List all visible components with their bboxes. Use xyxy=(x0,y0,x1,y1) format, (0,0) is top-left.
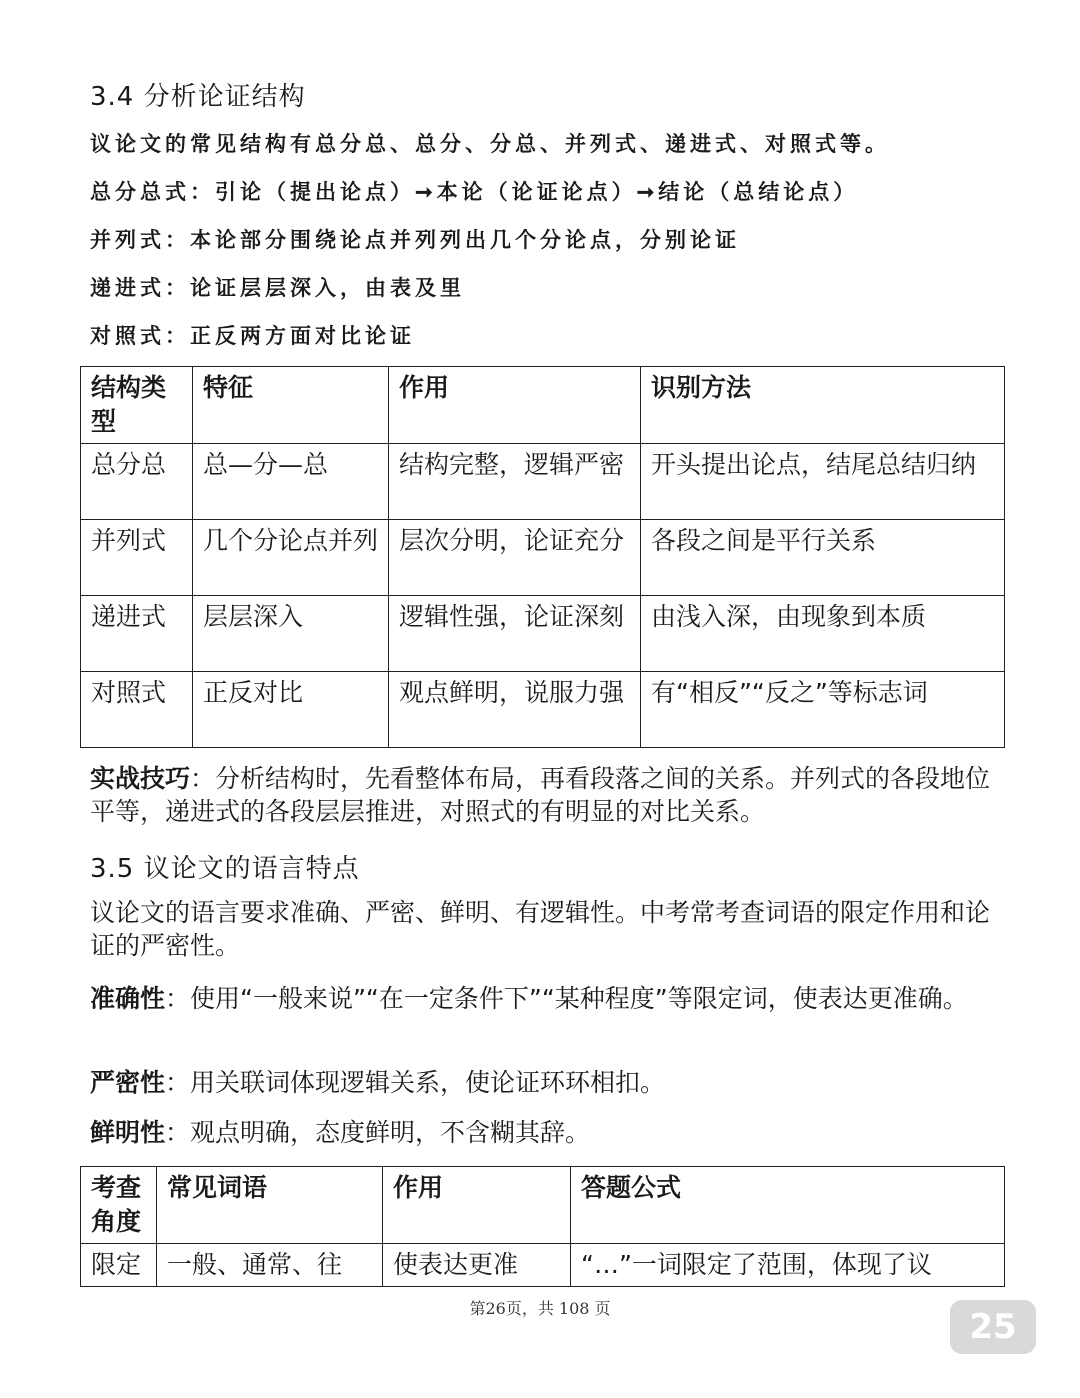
table-row xyxy=(81,1244,1005,1287)
header-cell: 识别方法 xyxy=(641,367,1005,444)
table-header-row xyxy=(81,1167,1005,1244)
header-cell: 作用 xyxy=(383,1167,571,1244)
table-cell: 层层深入 xyxy=(193,596,389,672)
structure-table xyxy=(80,366,1005,748)
point-text: ：使用“一般来说”“在一定条件下”“某种程度”等限定词，使表达更准确。 xyxy=(165,984,968,1013)
page-number-badge: 25 xyxy=(950,1300,1036,1354)
table-cell: 一般、通常、往 xyxy=(157,1244,383,1287)
language-table xyxy=(80,1166,1005,1287)
point-text: ：观点明确，态度鲜明，不含糊其辞。 xyxy=(165,1118,591,1147)
header-cell: 特征 xyxy=(193,367,389,444)
structure-line-zfz: 总分总式：引论（提出论点）➞本论（论证论点）➞结论（总结论点） xyxy=(90,179,859,204)
header-cell: 结构类型 xyxy=(81,367,193,444)
table-cell: 逻辑性强，论证深刻 xyxy=(389,596,641,672)
point-text: ：用关联词体现逻辑关系，使论证环环相扣。 xyxy=(165,1068,666,1097)
table-cell: 各段之间是平行关系 xyxy=(641,520,1005,596)
table-cell: 有“相反”“反之”等标志词 xyxy=(641,672,1005,748)
section-heading-3-5: 3.5 议论文的语言特点 xyxy=(90,854,360,884)
point-label: 鲜明性 xyxy=(90,1118,166,1147)
header-cell: 答题公式 xyxy=(571,1167,1005,1244)
table-cell: 层次分明，论证充分 xyxy=(389,520,641,596)
table-cell: “…”一词限定了范围，体现了议 xyxy=(571,1244,1005,1287)
header-cell: 考查角度 xyxy=(81,1167,157,1244)
point-clarity xyxy=(90,1116,1000,1149)
tip-label: 实战技巧 xyxy=(90,764,191,793)
table-cell: 正反对比 xyxy=(193,672,389,748)
table-cell: 总—分—总 xyxy=(193,444,389,520)
table-cell: 并列式 xyxy=(81,520,193,596)
page-footer: 第26页，共 108 页 xyxy=(469,1299,611,1318)
header-cell: 常见词语 xyxy=(157,1167,383,1244)
table-cell: 由浅入深，由现象到本质 xyxy=(641,596,1005,672)
table-cell: 使表达更准 xyxy=(383,1244,571,1287)
practical-tip xyxy=(90,762,1000,828)
point-rigor xyxy=(90,1066,1000,1099)
table-cell: 总分总 xyxy=(81,444,193,520)
table-cell: 开头提出论点，结尾总结归纳 xyxy=(641,444,1005,520)
table-cell: 递进式 xyxy=(81,596,193,672)
table-cell: 结构完整，逻辑严密 xyxy=(389,444,641,520)
structure-line-djs: 递进式：论证层层深入，由表及里 xyxy=(90,275,465,300)
table-cell: 几个分论点并列 xyxy=(193,520,389,596)
point-accuracy xyxy=(90,982,1000,1015)
table-row xyxy=(81,444,1005,520)
point-label: 准确性 xyxy=(90,984,166,1013)
table-header-row xyxy=(81,367,1005,444)
tip-text: ：分析结构时，先看整体布局，再看段落之间的关系。并列式的各段地位平等，递进式的各段层层推进，对照式的有明显的对比关系。 xyxy=(90,764,991,826)
header-cell: 作用 xyxy=(389,367,641,444)
table-row xyxy=(81,672,1005,748)
structure-line-dzs: 对照式：正反两方面对比论证 xyxy=(90,323,415,348)
point-label: 严密性 xyxy=(90,1068,166,1097)
table-cell: 对照式 xyxy=(81,672,193,748)
language-intro: 议论文的语言要求准确、严密、鲜明、有逻辑性。中考常考查词语的限定作用和论证的严密性。 xyxy=(90,898,991,960)
table-row xyxy=(81,520,1005,596)
intro-line: 议论文的常见结构有总分总、总分、分总、并列式、递进式、对照式等。 xyxy=(90,131,890,156)
structure-line-bls: 并列式：本论部分围绕论点并列列出几个分论点，分别论证 xyxy=(90,227,740,252)
table-row xyxy=(81,596,1005,672)
table-cell: 限定 xyxy=(81,1244,157,1287)
table-cell: 观点鲜明，说服力强 xyxy=(389,672,641,748)
section-heading-3-4: 3.4 分析论证结构 xyxy=(90,82,306,112)
